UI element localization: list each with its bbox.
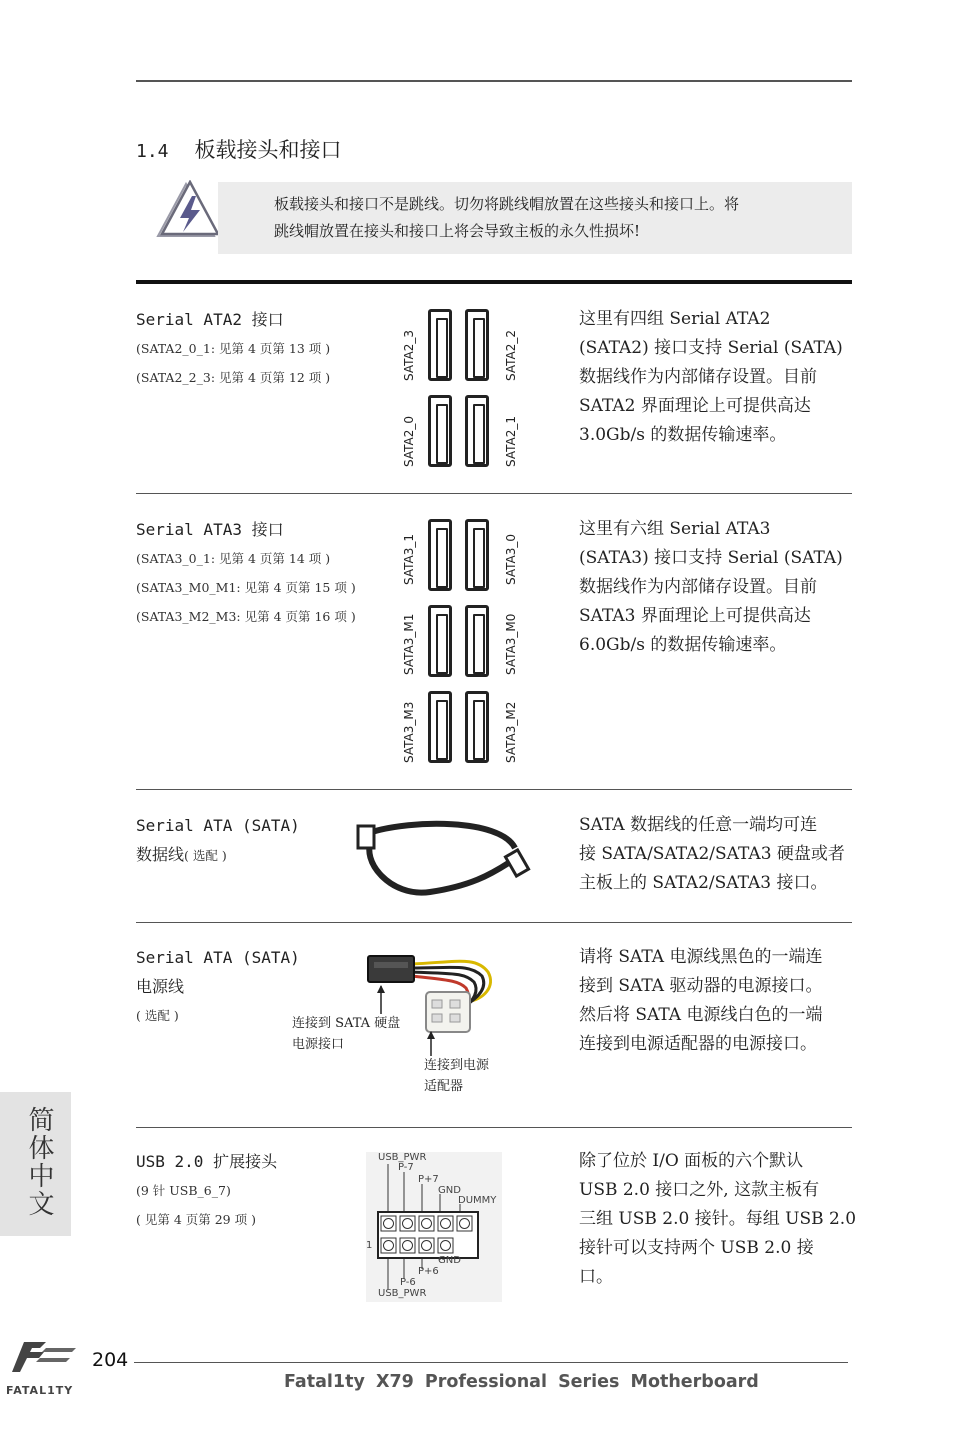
- sata3-label-r1r: SATA3_0: [504, 534, 518, 585]
- divider: [136, 789, 852, 790]
- cable-description: [579, 811, 855, 898]
- language-side-label: 简体中文: [24, 1106, 54, 1218]
- sata2-desc-line: (SATA2) 接口支持 Serial (SATA): [579, 338, 843, 358]
- power-desc-line: 接到 SATA 驱动器的电源接口。: [579, 976, 823, 996]
- divider: [136, 922, 852, 923]
- footer-title: Fatal1ty X79 Professional Series Motherboard: [284, 1372, 759, 1392]
- cable-title-2: [136, 840, 300, 870]
- cable-title-text: 数据线: [136, 845, 185, 864]
- power-label-b2: 适配器: [424, 1079, 464, 1094]
- usb-desc-line: USB 2.0 接口之外, 这款主板有: [579, 1180, 820, 1200]
- sata3-port: [428, 605, 452, 677]
- power-description: [579, 943, 855, 1059]
- top-rule: [136, 80, 852, 82]
- fatal1ty-logo: [6, 1338, 92, 1400]
- usb-pin-label-p6: P-6: [400, 1277, 416, 1288]
- section-title: [136, 134, 342, 164]
- warning-line-1: 板载接头和接口不是跳线。切勿将跳线帽放置在这些接头和接口上。将: [274, 195, 740, 213]
- fatal1ty-logo-text: FATAL1TY: [6, 1384, 74, 1397]
- usb-pin-label-pp7: P+7: [418, 1174, 439, 1185]
- usb-pin-label-dummy: DUMMY: [458, 1195, 497, 1206]
- usb-header-diagram: [366, 1152, 502, 1302]
- power-desc-line: 连接到电源适配器的电源接口。: [579, 1034, 817, 1054]
- usb-left: [136, 1147, 277, 1234]
- fatal1ty-logo-mark-icon: [6, 1338, 92, 1378]
- sata2-description: [579, 305, 855, 450]
- sata2-port-tl: [428, 309, 452, 381]
- warning-line-2: 跳线帽放置在接头和接口上将会导致主板的永久性损坏!: [274, 222, 641, 240]
- power-label-a: [292, 1013, 400, 1055]
- cable-left: [136, 811, 300, 870]
- usb-sub-2: ( 见第 4 页第 29 项 ): [136, 1212, 256, 1227]
- cable-desc-line: 主板上的 SATA2/SATA3 接口。: [579, 873, 828, 893]
- power-left: [136, 943, 300, 1030]
- sata2-port-br: [465, 395, 489, 467]
- sata3-left: [136, 515, 356, 631]
- cable-desc-line: SATA 数据线的任意一端均可连: [579, 815, 818, 835]
- power-label-b1: 连接到电源: [424, 1058, 490, 1073]
- sata3-label-r3l: SATA3_M3: [402, 701, 416, 763]
- power-desc-line: 然后将 SATA 电源线白色的一端: [579, 1005, 823, 1025]
- sata2-left: [136, 305, 330, 392]
- sata3-desc-line: 6.0Gb/s 的数据传输速率。: [579, 635, 787, 655]
- sata2-desc-line: 数据线作为内部储存设置。目前: [579, 367, 817, 387]
- divider: [136, 1127, 852, 1128]
- sata2-desc-line: 3.0Gb/s 的数据传输速率。: [579, 425, 787, 445]
- warning-text: [274, 191, 834, 245]
- usb-pin-label-top-pwr: USB_PWR: [378, 1152, 427, 1163]
- sata2-label-br: SATA2_1: [504, 416, 518, 467]
- usb-pin-label-gnd-top: GND: [438, 1185, 461, 1196]
- sata3-title: Serial ATA3 接口: [136, 520, 284, 539]
- usb-sub-1: (9 针 USB_6_7): [136, 1183, 231, 1198]
- arrow-up-icon: [376, 984, 386, 1014]
- sata3-sub-1: (SATA3_0_1: 见第 4 页第 14 项 ): [136, 551, 331, 566]
- power-title-1: Serial ATA (SATA): [136, 948, 300, 967]
- sata3-desc-line: 这里有六组 Serial ATA3: [579, 519, 771, 539]
- usb-description: [579, 1147, 855, 1292]
- usb-pin-label-p7: P-7: [398, 1162, 414, 1173]
- sata2-diagram: [400, 305, 530, 475]
- usb-pin-label-one: 1: [366, 1240, 373, 1251]
- power-label-b: [424, 1055, 489, 1097]
- heavy-rule: [136, 280, 852, 284]
- section-number: 1.4: [136, 141, 169, 162]
- sata3-port: [465, 605, 489, 677]
- sata2-port-tr: [465, 309, 489, 381]
- power-optional: ( 选配 ): [136, 1008, 179, 1023]
- sata2-label-bl: SATA2_0: [402, 416, 416, 467]
- sata3-label-r3r: SATA3_M2: [504, 701, 518, 763]
- usb-pin-label-gnd-bot: GND: [438, 1255, 461, 1266]
- sata3-label-r2r: SATA3_M0: [504, 613, 518, 675]
- sata2-sub-2: (SATA2_2_3: 见第 4 页第 12 项 ): [136, 370, 331, 385]
- section-heading: 板载接头和接口: [194, 138, 342, 162]
- usb-pin-label-pp6: P+6: [418, 1266, 439, 1277]
- sata3-label-r2l: SATA3_M1: [402, 613, 416, 675]
- sata2-desc-line: 这里有四组 Serial ATA2: [579, 309, 771, 329]
- sata2-title: Serial ATA2 接口: [136, 310, 284, 329]
- sata3-sub-3: (SATA3_M2_M3: 见第 4 页第 16 项 ): [136, 609, 356, 624]
- power-label-a2: 电源接口: [292, 1037, 345, 1052]
- cable-optional: ( 选配 ): [184, 848, 227, 863]
- sata3-desc-line: SATA3 界面理论上可提供高达: [579, 606, 811, 626]
- usb-desc-line: 口。: [579, 1267, 613, 1287]
- warning-icon: [156, 180, 220, 242]
- sata-cable-image: [350, 800, 540, 900]
- sata3-desc-line: (SATA3) 接口支持 Serial (SATA): [579, 548, 843, 568]
- sata2-label-tl: SATA2_3: [402, 330, 416, 381]
- usb-desc-line: 除了位於 I/O 面板的六个默认: [579, 1151, 804, 1171]
- usb-desc-line: 接针可以支持两个 USB 2.0 接: [579, 1238, 814, 1258]
- sata3-port: [428, 519, 452, 591]
- usb-desc-line: 三组 USB 2.0 接针。每组 USB 2.0: [579, 1209, 857, 1229]
- sata3-diagram: [400, 515, 530, 770]
- power-desc-line: 请将 SATA 电源线黑色的一端连: [579, 947, 823, 967]
- page-number: 204: [92, 1349, 129, 1371]
- sata2-label-tr: SATA2_2: [504, 330, 518, 381]
- divider: [136, 493, 852, 494]
- sata2-sub-1: (SATA2_0_1: 见第 4 页第 13 项 ): [136, 341, 331, 356]
- sata3-description: [579, 515, 855, 660]
- sata3-sub-2: (SATA3_M0_M1: 见第 4 页第 15 项 ): [136, 580, 356, 595]
- sata3-desc-line: 数据线作为内部储存设置。目前: [579, 577, 817, 597]
- sata3-port: [465, 519, 489, 591]
- sata3-port: [465, 691, 489, 763]
- arrow-up-icon: [426, 1030, 436, 1056]
- sata2-desc-line: SATA2 界面理论上可提供高达: [579, 396, 811, 416]
- sata2-port-bl: [428, 395, 452, 467]
- sata3-label-r1l: SATA3_1: [402, 534, 416, 585]
- power-label-a1: 连接到 SATA 硬盘: [292, 1016, 401, 1031]
- footer-rule: [134, 1362, 848, 1363]
- usb-pin-label-bot-pwr: USB_PWR: [378, 1288, 427, 1299]
- power-title-2: 电源线: [136, 977, 185, 996]
- cable-title-1: Serial ATA (SATA): [136, 816, 300, 835]
- sata3-port: [428, 691, 452, 763]
- usb-title: USB 2.0 扩展接头: [136, 1152, 278, 1171]
- cable-desc-line: 接 SATA/SATA2/SATA3 硬盘或者: [579, 844, 845, 864]
